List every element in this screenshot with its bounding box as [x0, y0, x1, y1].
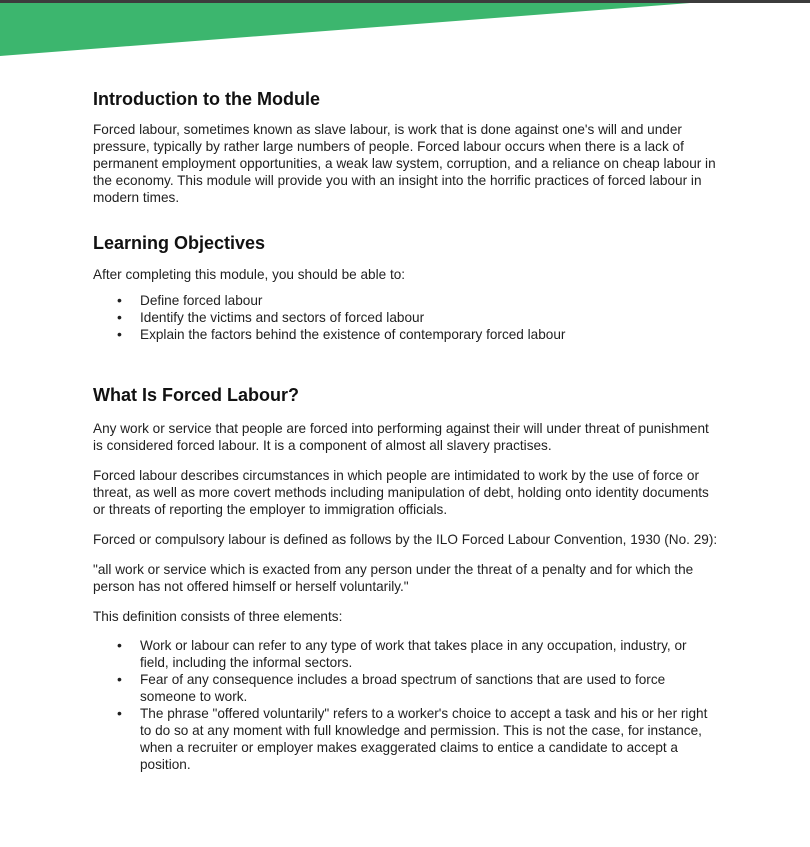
what-section	[93, 384, 718, 773]
list-item: • Identify the victims and sectors of forced labour	[140, 309, 718, 326]
what-paragraph-2: Forced labour describes circumstances in which people are intimidated to work by the use of force or threat, as well as more covert methods including manipulation of debt, holding onto identity documents or threats of reporting the employer to immigration officials.	[93, 468, 709, 517]
objectives-list	[93, 292, 718, 343]
list-item: • Fear of any consequence includes a broad spectrum of sanctions that are used to force someone to work.	[140, 671, 718, 705]
what-paragraph-4: This definition consists of three elements:	[93, 609, 343, 624]
list-item: • The phrase "offered voluntarily" refers to a worker's choice to accept a task and his or her right to do so at any moment with full knowledge and permission. This is not the case, for instance, when a recruiter or employer makes exaggerated claims to entice a candidate to accept a position.	[140, 705, 718, 773]
intro-heading: Introduction to the Module	[93, 89, 320, 109]
list-item: • Work or labour can refer to any type of work that takes place in any occupation, industry, or field, including the informal sectors.	[140, 637, 718, 671]
elements-list	[93, 637, 718, 773]
objectives-heading: Learning Objectives	[93, 233, 266, 253]
objectives-lead: After completing this module, you should be able to:	[93, 267, 406, 282]
document-body	[93, 88, 718, 773]
list-item: • Explain the factors behind the existence of contemporary forced labour	[140, 326, 718, 343]
header-banner-shape	[0, 3, 690, 56]
intro-paragraph: Forced labour, sometimes known as slave labour, is work that is done against one's will and under pressure, typically by rather large numbers of people. Forced labour occurs when there is a lack of permanent employment opportunities, a weak law system, corruption, and a reliance on cheap labour in the economy. This module will provide you with an insight into the horrific practices of forced labour in modern times.	[93, 122, 716, 205]
what-paragraph-1: Any work or service that people are forced into performing against their will under threat of punishment is considered forced labour. It is a component of almost all slavery practises.	[93, 421, 709, 453]
what-paragraph-3: Forced or compulsory labour is defined as follows by the ILO Forced Labour Convention, 1930 (No. 29):	[93, 532, 718, 547]
list-item: • Define forced labour	[140, 292, 718, 309]
what-heading: What Is Forced Labour?	[93, 385, 300, 405]
intro-section	[93, 88, 718, 206]
ilo-definition-quote: "all work or service which is exacted from any person under the threat of a penalty and for which the person has not offered himself or herself voluntarily."	[93, 562, 694, 594]
header-banner	[0, 0, 810, 60]
objectives-section	[93, 232, 718, 343]
